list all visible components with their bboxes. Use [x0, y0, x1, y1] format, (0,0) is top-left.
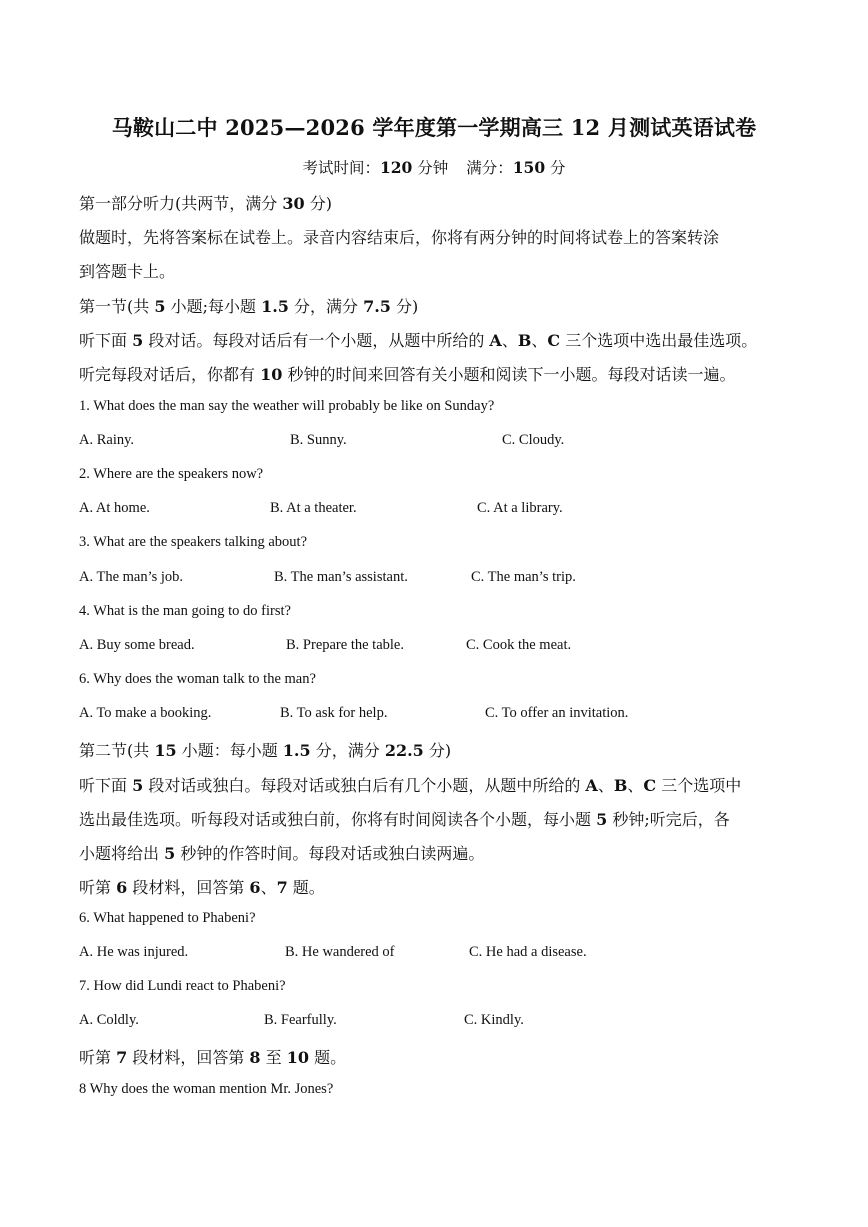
- question-8: 8 Why does the woman mention Mr. Jones?: [79, 1081, 334, 1097]
- option-b: B. He wandered of: [285, 944, 395, 960]
- option-b: B. The man’s assistant.: [274, 569, 408, 585]
- section2-heading: 第二节(共 15 小题：每小题 1.5 分，满分 22.5 分): [79, 741, 452, 760]
- section2-instruction-line1: 听下面 5 段对话或独白。每段对话或独白后有几个小题，从题中所给的 A、B、C 三个选项中: [79, 776, 742, 795]
- option-c: C. To offer an invitation.: [485, 705, 629, 721]
- question-3: 3. What are the speakers talking about?: [79, 534, 308, 550]
- option-a: A. The man’s job.: [79, 569, 184, 585]
- part1-instruction-line2: 到答题卡上。: [79, 262, 176, 281]
- option-b: B. Prepare the table.: [286, 637, 404, 653]
- section2-instruction-line3: 小题将给出 5 秒钟的作答时间。每段对话或独白读两遍。: [79, 844, 485, 863]
- section1-instruction-line2: 听完每段对话后，你都有 10 秒钟的时间来回答有关小题和阅读下一小题。每段对话读一遍。: [79, 365, 736, 384]
- material-7-heading: 听第 7 段材料，回答第 8 至 10 题。: [79, 1048, 347, 1067]
- option-a: A. At home.: [79, 500, 150, 516]
- section1-instruction-line1: 听下面 5 段对话。每段对话后有一个小题，从题中所给的 A、B、C 三个选项中选出最佳选项。: [79, 331, 758, 350]
- question-4: 4. What is the man going to do first?: [79, 603, 291, 619]
- question-5: 6. Why does the woman talk to the man?: [79, 671, 316, 687]
- material-6-heading: 听第 6 段材料，回答第 6、7 题。: [79, 878, 325, 897]
- option-c: C. The man’s trip.: [471, 569, 576, 585]
- option-a: A. He was injured.: [79, 944, 189, 960]
- exam-title: 马鞍山二中 2025—2026 学年度第一学期高三 12 月测试英语试卷: [111, 115, 757, 140]
- option-b: B. Sunny.: [290, 432, 347, 448]
- option-c: C. Kindly.: [464, 1012, 524, 1028]
- question-6: 6. What happened to Phabeni?: [79, 910, 256, 926]
- option-a: A. Coldly.: [79, 1012, 139, 1028]
- exam-info: [0, 156, 868, 178]
- option-c: C. Cloudy.: [502, 432, 565, 448]
- section2-instruction-line2: 选出最佳选项。听每段对话或独白前，你将有时间阅读各个小题，每小题 5 秒钟;听完后，各: [79, 810, 730, 829]
- option-b: B. At a theater.: [270, 500, 357, 516]
- option-c: C. He had a disease.: [469, 944, 587, 960]
- option-a: A. To make a booking.: [79, 705, 212, 721]
- part1-heading: 第一部分听力(共两节，满分 30 分): [79, 194, 332, 213]
- option-c: C. Cook the meat.: [466, 637, 572, 653]
- question-1: 1. What does the man say the weather will probably be like on Sunday?: [79, 398, 495, 414]
- option-a: A. Rainy.: [79, 432, 135, 448]
- option-b: B. Fearfully.: [264, 1012, 337, 1028]
- section1-heading: 第一节(共 5 小题;每小题 1.5 分，满分 7.5 分): [79, 297, 419, 316]
- question-7: 7. How did Lundi react to Phabeni?: [79, 978, 286, 994]
- option-a: A. Buy some bread.: [79, 637, 195, 653]
- exam-time: 考试时间：120 分钟: [302, 158, 449, 177]
- part1-instruction-line1: 做题时，先将答案标在试卷上。录音内容结束后，你将有两分钟的时间将试卷上的答案转涂: [79, 228, 720, 247]
- exam-score: 满分：150 分: [466, 158, 566, 177]
- question-2: 2. Where are the speakers now?: [79, 466, 264, 482]
- option-c: C. At a library.: [477, 500, 563, 516]
- option-b: B. To ask for help.: [280, 705, 388, 721]
